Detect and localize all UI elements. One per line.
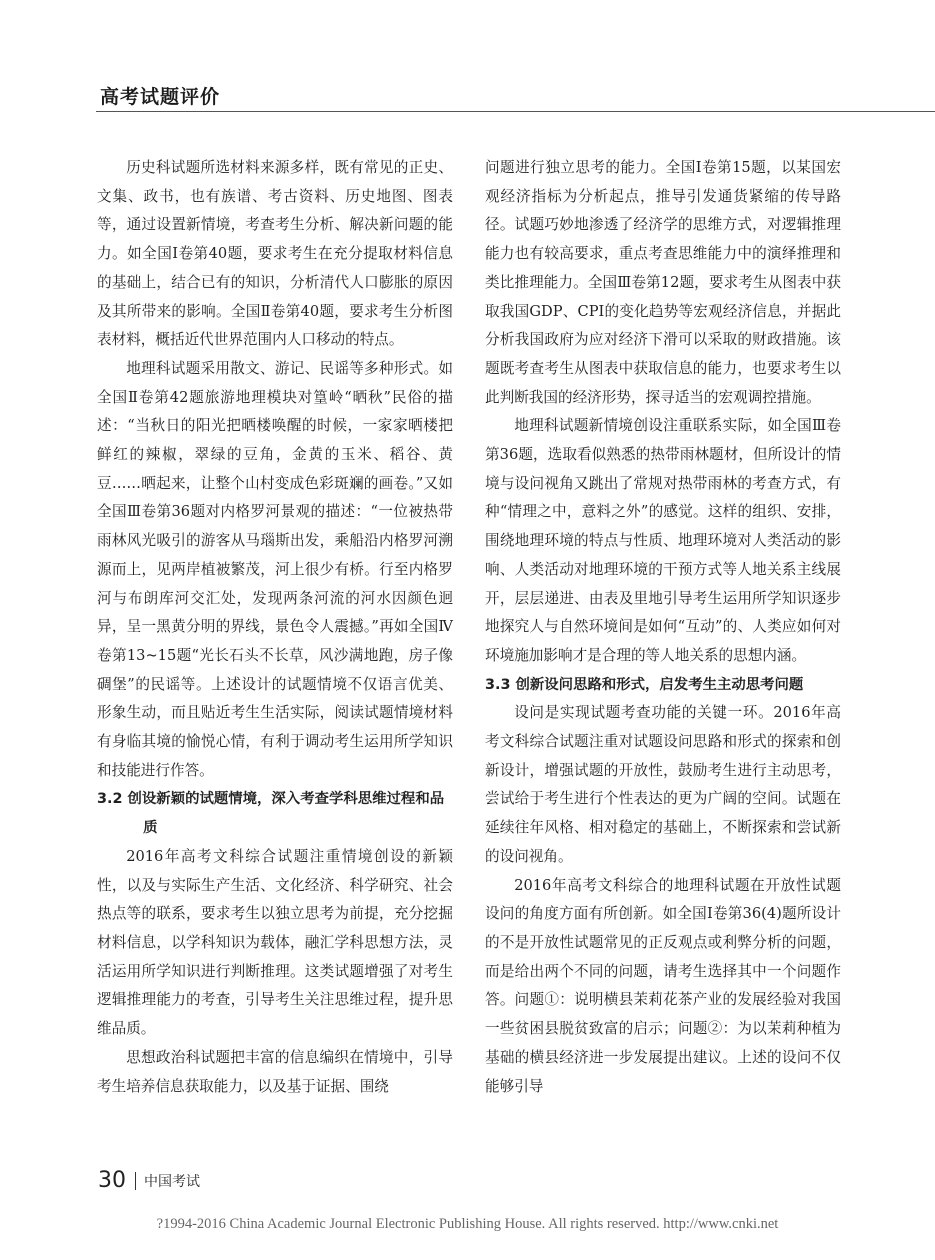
geography-paragraph: 地理科试题采用散文、游记、民谣等多种形式。如全国Ⅱ卷第42题旅游地理模块对篁岭“晒秋”民俗的描述：“当秋日的阳光把晒楼唤醒的时候，一家家晒楼把鲜红的辣椒，翠绿的豆角，金黄的玉米、稻谷、黄豆……晒起来，让整个山村变成色彩斑斓的画卷。”又如全国Ⅲ卷第36题对内格罗河景观的描述：“一位被热带雨林风光吸引的游客从马瑙斯出发，乘船沿内格罗河溯源而上，见两岸植被繁茂，河上很少有桥。行至内格罗河与布朗库河交汇处，发现两条河流的河水因颜色迥异，呈一黑黄分明的界线，景色令人震撼。”再如全国Ⅳ卷第13~15题“光长石头不长草，风沙满地跑，房子像碉堡”的民谣等。上述设计的试题情境不仅语言优美、形象生动，而且贴近考生生活实际，阅读试题情境材料有身临其境的愉悦心情，有利于调动考生运用所学知识和技能进行作答。: [97, 359, 453, 779]
geography-new-context-paragraph: 地理科试题新情境创设注重联系实际，如全国Ⅲ卷第36题，选取看似熟悉的热带雨林题材，但所设计的情境与设问视角又跳出了常规对热带雨林的考查方式，有种“情理之中，意料之外”的感觉。这样的组织、安排，围绕地理环境的特点与性质、地理环境对人类活动的影响、人类活动对地理环境的干预方式等人地关系主线展开，层层递进、由表及里地引导考生运用所学知识逐步地探究人与自然环境间是如何“互动”的、人类应如何对环境施加影响才是合理的等人地关系的思想内涵。: [485, 417, 841, 664]
right-column: [485, 154, 841, 1101]
page-footer: [98, 1168, 200, 1193]
section-3-3-intro-paragraph: 设问是实现试题考查功能的关键一环。2016年高考文科综合试题注重对试题设问思路和形式的探索和创新设计，增强试题的开放性，鼓励考生进行主动思考，尝试给于考生进行个性表达的更为广阔的空间。试题在延续往年风格、相对稳定的基础上，不断探索和尝试新的设问视角。: [485, 704, 841, 865]
running-header-title: 高考试题评价: [100, 86, 221, 108]
section-heading-3-3: 3.3 创新设问思路和形式，启发考生主动思考问题: [485, 676, 804, 693]
history-paragraph: 历史科试题所选材料来源多样，既有常见的正史、文集、政书，也有族谱、考古资料、历史地图、图表等，通过设置新情境，考查考生分析、解决新问题的能力。如全国Ⅰ卷第40题，要求考生在充分提取材料信息的基础上，结合已有的知识，分析清代人口膨胀的原因及其所带来的影响。全国Ⅱ卷第40题，要求考生分析图表材料，概括近代世界范围内人口移动的特点。: [97, 159, 453, 349]
section-heading-3-2: 3.2 创设新颖的试题情境，深入考查学科思维过程和品质: [97, 791, 445, 837]
copyright-notice: ?1994-2016 China Academic Journal Electronic Publishing House. All rights reserved. http://www.cnki.net: [156, 1216, 779, 1232]
section-3-2-intro-paragraph: 2016年高考文科综合试题注重情境创设的新颖性，以及与实际生产生活、文化经济、科学研究、社会热点等的联系，要求考生以独立思考为前提，充分挖掘材料信息，以学科知识为载体，融汇学科思想方法，灵活运用所学知识进行判断推理。这类试题增强了对考生逻辑推理能力的考查，引导考生关注思维过程，提升思维品质。: [97, 847, 453, 1038]
geography-open-question-paragraph: 2016年高考文科综合的地理科试题在开放性试题设问的角度方面有所创新。如全国Ⅰ卷第36(4)题所设计的不是开放性试题常见的正反观点或利弊分析的问题，而是给出两个不同的问题，请考生选择其中一个问题作答。问题①：说明横县茉莉花茶产业的发展经验对我国一些贫困县脱贫致富的启示；问题②：为以茉莉种植为基础的横县经济进一步发展提出建议。上述的设问不仅能够引导: [485, 876, 841, 1095]
journal-name: 中国考试: [144, 1173, 200, 1190]
footer-divider: [135, 1172, 136, 1190]
page-number: 30: [98, 1168, 126, 1193]
left-column: [97, 154, 453, 1101]
politics-paragraph: 思想政治科试题把丰富的信息编织在情境中，引导考生培养信息获取能力，以及基于证据、围绕: [97, 1048, 453, 1095]
header-rule: [96, 111, 935, 112]
politics-continued-paragraph: 问题进行独立思考的能力。全国Ⅰ卷第15题，以某国宏观经济指标为分析起点，推导引发通货紧缩的传导路径。试题巧妙地渗透了经济学的思维方式，对逻辑推理能力也有较高要求，重点考查思维能力中的演绎推理和类比推理能力。全国Ⅲ卷第12题，要求考生从图表中获取我国GDP、CPI的变化趋势等宏观经济信息，并据此分析我国政府为应对经济下滑可以采取的财政措施。该题既考查考生从图表中获取信息的能力，也要求考生以此判断我国的经济形势，探寻适当的宏观调控措施。: [485, 159, 841, 406]
